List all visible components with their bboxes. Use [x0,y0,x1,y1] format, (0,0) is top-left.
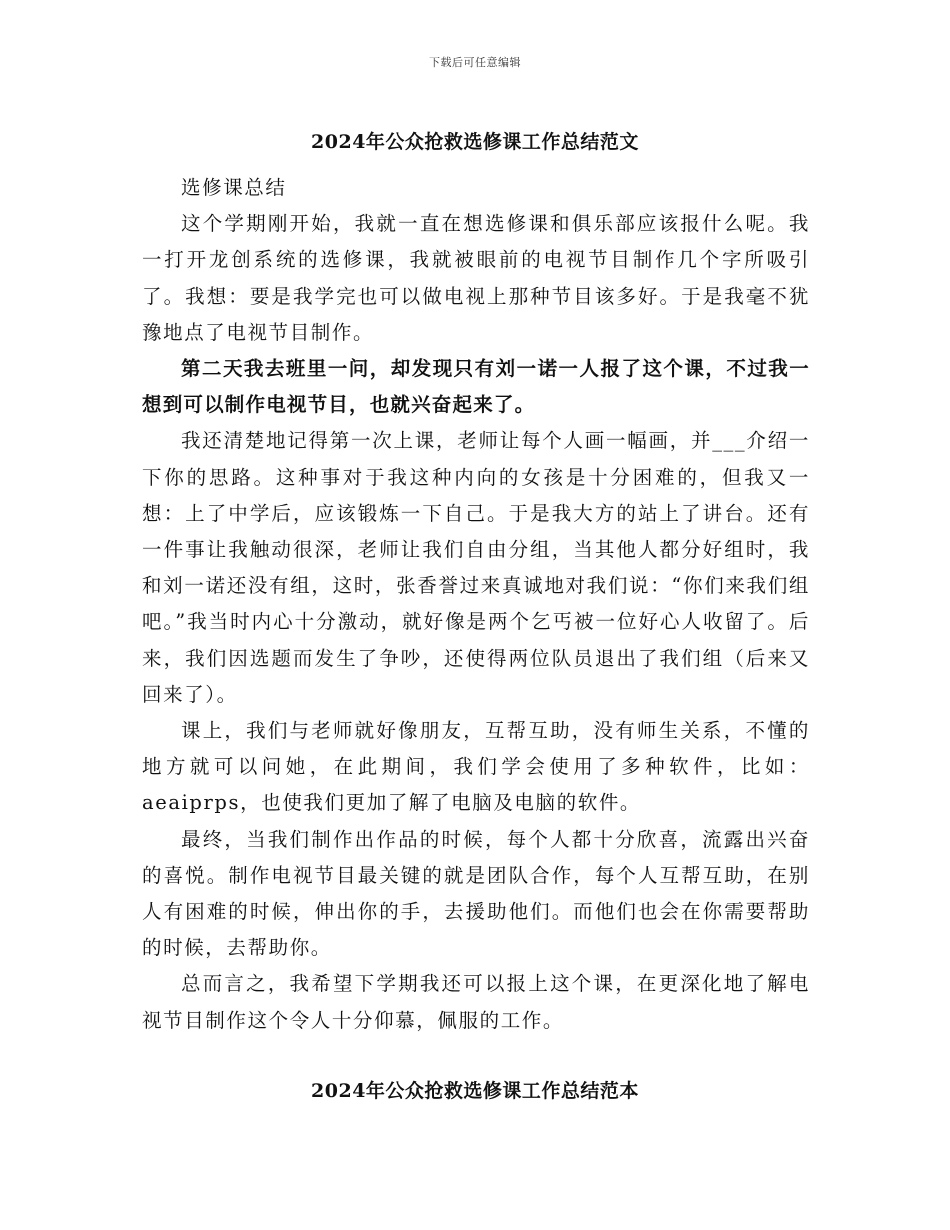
next-document-title: 2024年公众抢救选修课工作总结范本 [311,1080,639,1102]
paragraph: 我还清楚地记得第一次上课，老师让每个人画一幅画，并___介绍一下你的思路。这种事对于我这种内向的女孩是十分困难的，但我又一想：上了中学后，应该锻炼一下自己。于是我大方的站上了讲台。还有一件事让我触动很深，老师让我们自由分组，当其他人都分好组时，我和刘一诺还没有组，这时，张香誉过来真诚地对我们说：“你们来我们组吧。”我当时内心十分激动，就好像是两个乞丐被一位好心人收留了。后来，我们因选题而发生了争吵，还使得两位队员退出了我们组（后来又回来了）。 [142,429,810,706]
document-body [142,170,810,1039]
paragraph-bold: 第二天我去班里一问，却发现只有刘一诺一人报了这个课，不过我一想到可以制作电视节目，也就兴奋起来了。 [142,357,810,417]
download-note: 下载后可任意编辑 [429,56,521,69]
paragraph: 总而言之，我希望下学期我还可以报上这个课，在更深化地了解电视节目制作这个令人十分仰慕，佩服的工作。 [142,972,810,1032]
paragraph-subheading: 选修课总结 [181,176,287,199]
paragraph: 这个学期刚开始，我就一直在想选修课和俱乐部应该报什么呢。我一打开龙创系统的选修课，我就被眼前的电视节目制作几个字所吸引了。我想：要是我学完也可以做电视上那种节目该多好。于是我毫不犹豫地点了电视节目制作。 [142,212,810,344]
paragraph: 课上，我们与老师就好像朋友，互帮互助，没有师生关系，不懂的地方就可以问她，在此期间，我们学会使用了多种软件，比如：aeaiprps，也使我们更加了解了电脑及电脑的软件。 [142,719,810,815]
document-title: 2024年公众抢救选修课工作总结范文 [311,131,639,153]
paragraph: 最终，当我们制作出作品的时候，每个人都十分欣喜，流露出兴奋的喜悦。制作电视节目最关键的就是团队合作，每个人互帮互助，在别人有困难的时候，伸出你的手，去援助他们。而他们也会在你需要帮助的时候，去帮助你。 [142,827,810,960]
